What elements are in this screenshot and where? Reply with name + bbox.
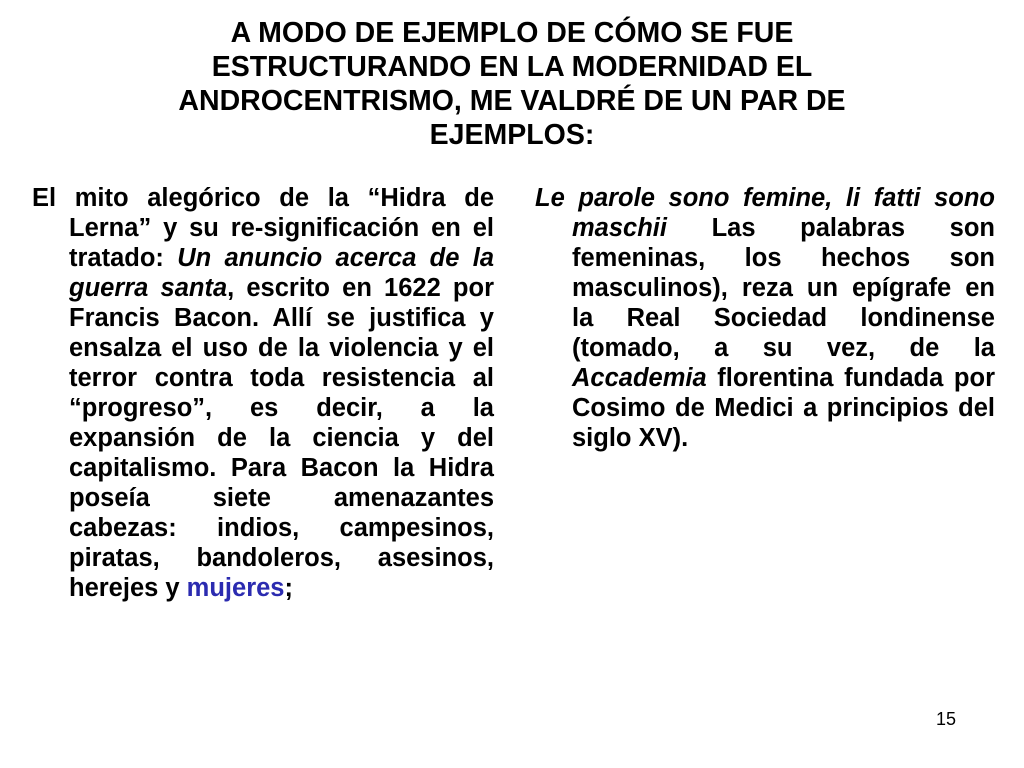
left-text-part-2: , escrito en 1622 por Francis Bacon. Allí se justifica y ensalza el uso de la violencia y el terror contra toda resistencia al “progreso”, es decir, a la expansión de la ciencia y del capitalismo. Para Bacon la Hidra poseía siete amenazantes cabezas: indios, campesinos, piratas, bandoleros, asesinos, herejes y [69,274,495,602]
slide-number: 15 [936,709,957,729]
highlighted-word: mujeres [186,574,285,602]
left-text-part-1: El mito alegórico de la “Hidra de Lerna” y su re-significación en el tratado: [32,184,494,272]
treatise-title: Un anuncio acerca de la guerra santa [69,244,494,302]
left-column-text [32,183,494,603]
italian-quote: Le parole sono femine, li fatti sono maschii [535,184,995,242]
right-text-part-1: Las palabras son femeninas, los hechos son masculinos), reza un epígrafe en la Real Sociedad londinense (tomado, a su vez, de la [572,214,995,362]
accademia-word: Accademia [572,364,707,392]
left-text-part-3: ; [284,574,293,602]
right-column-text [535,183,995,453]
slide-title: A MODO DE EJEMPLO DE CÓMO SE FUE ESTRUCTURANDO EN LA MODERNIDAD EL ANDROCENTRISMO, ME VALDRÉ DE UN PAR DE EJEMPLOS: [178,17,846,151]
right-text-part-2: florentina fundada por Cosimo de Medici a principios del siglo XV). [572,364,995,452]
